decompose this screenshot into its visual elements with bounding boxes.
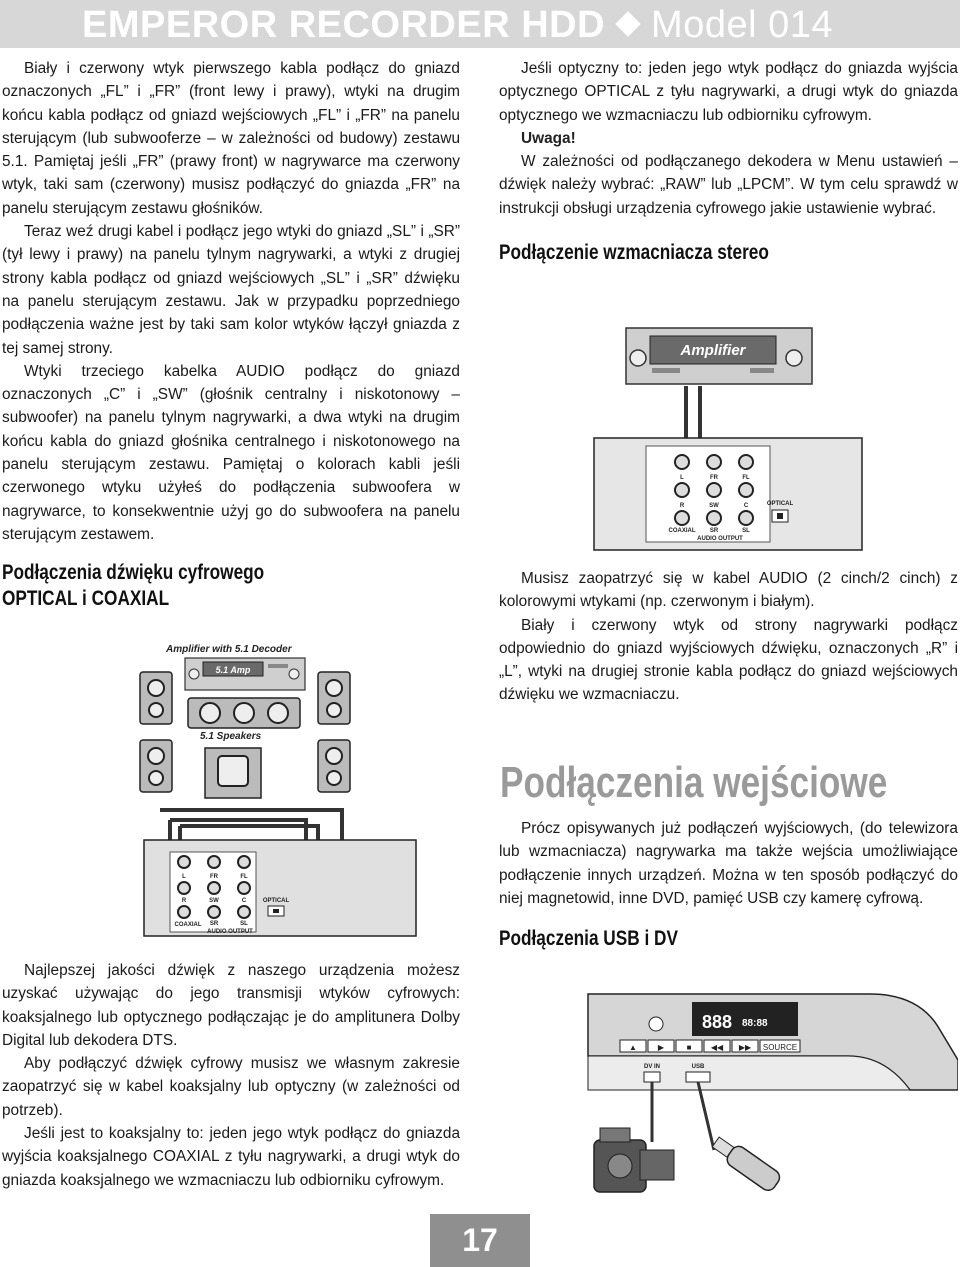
rear-left-speaker: [140, 740, 172, 792]
svg-text:COAXIAL: COAXIAL: [668, 528, 696, 534]
header-title: [82, 4, 833, 47]
surround-51-diagram: [130, 640, 430, 940]
speakers-label: 5.1 Speakers: [200, 731, 262, 742]
heading-usb-dv: Podłączenia USB i DV: [499, 927, 678, 951]
page-number: 17: [462, 1222, 498, 1258]
svg-text:SR: SR: [209, 921, 219, 927]
svg-text:◀◀: ◀◀: [710, 1043, 724, 1052]
brand-title: EMPEROR RECORDER HDD: [82, 4, 606, 46]
svg-text:▶▶: ▶▶: [738, 1043, 752, 1052]
right-paragraph-2: W zależności od podłączanego dekodera w Menu ustawień – dźwięk należy wybrać: „RAW” lub „LPCM”. W tym celu sprawdź w instrukcji obsługi urządzenia cyfrowego jakie ustawienie wybrać.: [499, 153, 958, 217]
center-speaker: [188, 698, 300, 728]
svg-text:L: L: [680, 475, 684, 481]
diamond-icon: [615, 11, 640, 36]
left-paragraph-1: Biały i czerwony wtyk pierwszego kabla podłącz do gniazd oznaczonych „FL” i „FR” (front lewy i prawy), wtyki na drugim końcu kabla podłącz od gniazd wejściowych „FL” i „FR” na panelu sterującym (lub subwooferze – w zależności od budowy) zestawu 5.1. Pamiętaj jeśli „FR” (prawy front) w nagrywarce ma czerwony wtyk, taki sam (czerwony) musisz podłączyć do gniazda „FR” na panelu sterującym zestawu głośników.: [2, 60, 460, 217]
source-label: SOURCE: [762, 1043, 798, 1052]
svg-text:R: R: [181, 898, 187, 904]
right-column-top: [499, 57, 958, 266]
left-paragraph-3: Wtyki trzeciego kabelka AUDIO podłącz do gniazd oznaczonych „C” i „SW” (głośnik centralny i niskotonowy – subwoofer) na panelu tylnym nagrywarki, a dwa wtyki na drugim końcu kabla do gniazd głośnika centralnego i niskotonowego na panelu sterującym zestawu. Pamiętaj o kolorach kabli jeśli czerwonego wtyku użyłeś do podłączenia subwoofera w nagrywarce, to konsekwentnie użyj go do subwoofera na panelu sterującym zestawem.: [2, 362, 460, 543]
svg-text:FL: FL: [742, 475, 750, 481]
warning-label: Uwaga!: [521, 129, 576, 147]
left-paragraph-2: Teraz weź drugi kabel i podłącz jego wtyki do gniazd „SL” i „SR” (tył lewy i prawy) na panelu tylnym nagrywarki, a wtyki z drugiej strony kabla podłącz od gniazd wejściowych „SL” i „SR” dźwięku na panelu sterującym zestawu. Jak w przypadku poprzedniego podłączenia ważne jest by taki sam kolor wtyków łączył gniazda z tej samej strony.: [2, 223, 460, 357]
stereo-amplifier-diagram: [590, 322, 865, 557]
heading-input-connections: Podłączenia wejściowe: [500, 758, 888, 807]
left-paragraph-6: Jeśli jest to koaksjalny to: jeden jego wtyk podłącz do gniazda wyjścia koaksjalnego COAXIAL z tyłu nagrywarki, a drugi wtyk do gniazda koaksjalnego we wzmacniaczu lub odbiorniku cyfrowym.: [2, 1125, 460, 1189]
right-column-bottom: [499, 817, 958, 952]
usb-label: USB: [691, 1064, 705, 1070]
svg-text:C: C: [743, 503, 749, 509]
dv-in-label: DV IN: [643, 1064, 661, 1070]
display-small: 88:88: [742, 1018, 768, 1029]
left-paragraph-4: Najlepszej jakości dźwięk z naszego urządzenia możesz uzyskać używając do jego transmisji wtyków cyfrowych: koaksjalnego lub optycznego podłączając je do amplitunera Dolby Digital lub dekodera DTS.: [2, 962, 460, 1049]
model-name: Model 014: [651, 4, 834, 46]
svg-text:AUDIO OUTPUT: AUDIO OUTPUT: [697, 536, 743, 542]
right-column-middle: [499, 567, 958, 707]
right-paragraph-1: Jeśli optyczny to: jeden jego wtyk podłącz do gniazda wyjścia optycznego OPTICAL z tyłu nagrywarki, a drugi wtyk do gniazda optycznego we wzmacniaczu lub odbiorniku cyfrowym.: [499, 60, 958, 124]
usb-flash-drive-icon: [709, 1133, 782, 1193]
left-paragraph-5: Aby podłączyć dźwięk cyfrowy musisz we własnym zakresie zaopatrzyć się w kabel koaksjalny lub optyczny (w zależności od potrzeb).: [2, 1055, 460, 1119]
svg-text:SW: SW: [709, 503, 719, 509]
usb-port: [686, 1072, 710, 1082]
svg-text:R: R: [679, 503, 685, 509]
right-paragraph-3: Musisz zaopatrzyć się w kabel AUDIO (2 cinch/2 cinch) z kolorowymi wtykami (np. czerwonym i białym).: [499, 570, 958, 611]
heading-optical-coaxial: OPTICAL i COAXIAL: [2, 587, 170, 611]
left-column-bottom: [2, 959, 460, 1192]
heading-stereo-amplifier: Podłączenie wzmacniacza stereo: [499, 241, 769, 265]
svg-text:FR: FR: [210, 874, 218, 880]
page-header: [0, 0, 960, 48]
subwoofer: [205, 748, 261, 798]
svg-text:SW: SW: [209, 898, 219, 904]
svg-text:SL: SL: [240, 921, 248, 927]
front-left-speaker: [140, 672, 172, 724]
svg-text:OPTICAL: OPTICAL: [262, 898, 290, 904]
amplifier-label: Amplifier: [680, 342, 746, 359]
left-column-top: [2, 57, 460, 612]
svg-text:COAXIAL: COAXIAL: [174, 922, 202, 928]
svg-text:OPTICAL: OPTICAL: [766, 501, 794, 507]
amp51-title: Amplifier with 5.1 Decoder: [166, 644, 292, 655]
svg-text:C: C: [241, 898, 247, 904]
right-paragraph-4: Biały i czerwony wtyk od strony nagrywarki podłącz odpowiednio do gniazd wyjściowych dźwięku, oznaczonych „R” i „L”, wtyki na drugiej stronie kabla podłącz do gniazd wejściowych dźwięku we wzmacniaczu.: [499, 616, 958, 704]
dv-in-port: [644, 1072, 660, 1082]
rear-right-speaker: [318, 740, 350, 792]
svg-text:L: L: [182, 874, 186, 880]
page-number-box: [430, 1214, 530, 1267]
svg-text:▲: ▲: [629, 1043, 637, 1052]
svg-text:SR: SR: [709, 528, 719, 534]
heading-digital-audio: Podłączenia dźwięku cyfrowego: [2, 561, 265, 585]
display-digits: 888: [702, 1012, 733, 1032]
svg-text:FL: FL: [240, 874, 248, 880]
camcorder-icon: [594, 1128, 674, 1192]
svg-text:AUDIO OUTPUT: AUDIO OUTPUT: [207, 929, 253, 935]
right-paragraph-5: Prócz opisywanych już podłączeń wyjściowych, (do telewizora lub wzmacniacza) nagrywarka ma także wejścia umożliwiające podłączenie innych urządzeń. Można w ten sposób podłączyć do niej magnetowid, inne DVD, pamięć USB czy kamerę cyfrową.: [499, 820, 958, 907]
usb-dv-diagram: [580, 990, 958, 1218]
front-right-speaker: [318, 672, 350, 724]
amp51-label: 5.1 Amp: [215, 665, 251, 675]
svg-text:FR: FR: [710, 475, 718, 481]
svg-text:SL: SL: [742, 528, 750, 534]
svg-text:▶: ▶: [657, 1043, 665, 1052]
svg-text:■: ■: [686, 1043, 692, 1052]
